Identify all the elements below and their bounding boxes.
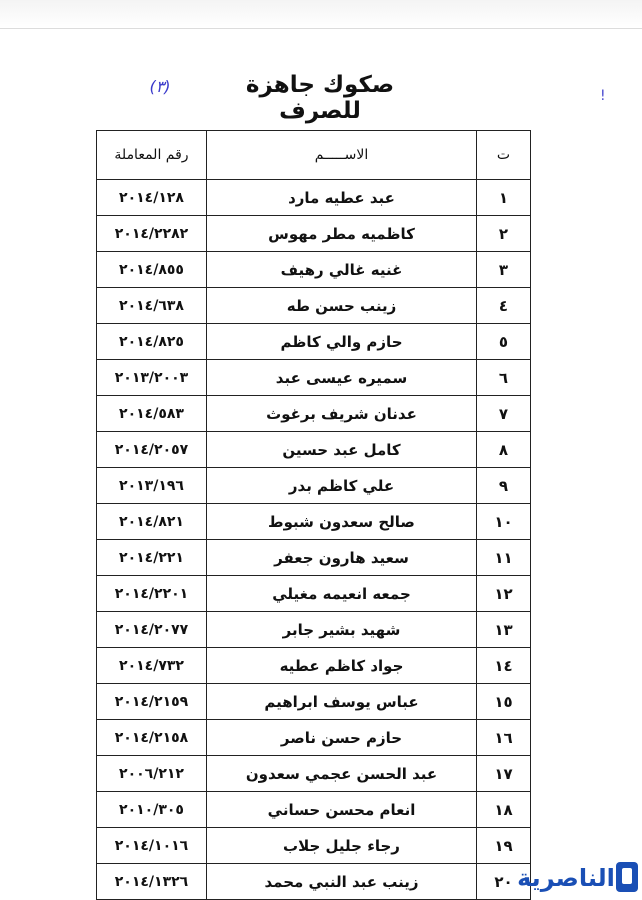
cell-number: ١٨ — [477, 792, 531, 828]
cell-name: علي كاظم بدر — [207, 468, 477, 504]
cell-number: ١٣ — [477, 612, 531, 648]
table-row — [97, 864, 531, 900]
cell-number: ٢ — [477, 216, 531, 252]
cell-transaction: ٢٠١٤/٢٢٨٢ — [97, 216, 207, 252]
table-row — [97, 612, 531, 648]
cell-transaction: ٢٠١٤/٢٢٠١ — [97, 576, 207, 612]
table-row — [97, 180, 531, 216]
document-title: صكوك جاهزة للصرف — [245, 72, 395, 124]
cell-number: ١٢ — [477, 576, 531, 612]
cell-name: انعام محسن حساني — [207, 792, 477, 828]
cell-name: شهيد بشير جابر — [207, 612, 477, 648]
cell-number: ٣ — [477, 252, 531, 288]
cell-transaction: ٢٠١٤/٢٠٥٧ — [97, 432, 207, 468]
cell-transaction: ٢٠١٤/٢٠٧٧ — [97, 612, 207, 648]
table-row — [97, 216, 531, 252]
header-transaction: رقم المعاملة — [97, 131, 207, 180]
table-header-row — [97, 131, 531, 180]
cell-transaction: ٢٠١٠/٣٠٥ — [97, 792, 207, 828]
cell-transaction: ٢٠١٤/٨٢١ — [97, 504, 207, 540]
cell-number: ١٦ — [477, 720, 531, 756]
cell-number: ١٩ — [477, 828, 531, 864]
table-row — [97, 756, 531, 792]
cell-transaction: ٢٠١٤/٢١٥٨ — [97, 720, 207, 756]
table-row — [97, 720, 531, 756]
cell-name: كامل عبد حسين — [207, 432, 477, 468]
page-number: (٣) — [149, 77, 171, 96]
cell-name: عبد الحسن عجمي سعدون — [207, 756, 477, 792]
cell-number: ٥ — [477, 324, 531, 360]
header-number: ت — [477, 131, 531, 180]
cell-number: ٤ — [477, 288, 531, 324]
cell-name: جواد كاظم عطيه — [207, 648, 477, 684]
cell-number: ٧ — [477, 396, 531, 432]
cell-name: رجاء جليل جلاب — [207, 828, 477, 864]
table-body — [97, 180, 531, 900]
cell-transaction: ٢٠٠٦/٢١٢ — [97, 756, 207, 792]
table-row — [97, 432, 531, 468]
cell-transaction: ٢٠١٣/٢٠٠٣ — [97, 360, 207, 396]
cell-transaction: ٢٠١٤/١٠١٦ — [97, 828, 207, 864]
cell-number: ١١ — [477, 540, 531, 576]
header-name: الاســـــم — [207, 131, 477, 180]
table-row — [97, 252, 531, 288]
cell-number: ١٤ — [477, 648, 531, 684]
table-row — [97, 648, 531, 684]
cell-name: سعيد هارون جعفر — [207, 540, 477, 576]
cell-transaction: ٢٠١٣/١٩٦ — [97, 468, 207, 504]
cell-number: ١٥ — [477, 684, 531, 720]
cell-number: ٢٠ — [477, 864, 531, 900]
cell-name: عباس يوسف ابراهيم — [207, 684, 477, 720]
cell-transaction: ٢٠١٤/٦٣٨ — [97, 288, 207, 324]
table-row — [97, 468, 531, 504]
cell-transaction: ٢٠١٤/٨٥٥ — [97, 252, 207, 288]
cell-number: ٩ — [477, 468, 531, 504]
cell-number: ٨ — [477, 432, 531, 468]
scan-top-edge — [0, 0, 642, 29]
cell-transaction: ٢٠١٤/٢١٥٩ — [97, 684, 207, 720]
logo-icon — [616, 862, 638, 892]
cell-transaction: ٢٠١٤/٢٢١ — [97, 540, 207, 576]
cell-transaction: ٢٠١٤/٨٢٥ — [97, 324, 207, 360]
cell-name: جمعه انعيمه مغيلي — [207, 576, 477, 612]
table-row — [97, 324, 531, 360]
cell-number: ١٠ — [477, 504, 531, 540]
watermark-logo — [516, 858, 642, 900]
table-row — [97, 792, 531, 828]
cell-name: حازم حسن ناصر — [207, 720, 477, 756]
table-row — [97, 828, 531, 864]
cell-name: حازم والي كاظم — [207, 324, 477, 360]
checks-table — [96, 130, 531, 900]
cell-transaction: ٢٠١٤/١٢٨ — [97, 180, 207, 216]
table-row — [97, 360, 531, 396]
cell-name: سميره عيسى عبد — [207, 360, 477, 396]
cell-name: عبد عطيه مارد — [207, 180, 477, 216]
table-row — [97, 684, 531, 720]
cell-transaction: ٢٠١٤/٥٨٣ — [97, 396, 207, 432]
margin-mark: ! — [600, 88, 606, 104]
cell-number: ٦ — [477, 360, 531, 396]
cell-name: صالح سعدون شبوط — [207, 504, 477, 540]
cell-number: ١ — [477, 180, 531, 216]
cell-name: زينب حسن طه — [207, 288, 477, 324]
table-row — [97, 504, 531, 540]
cell-name: غنيه غالي رهيف — [207, 252, 477, 288]
cell-name: كاظميه مطر مهوس — [207, 216, 477, 252]
cell-name: عدنان شريف برغوث — [207, 396, 477, 432]
table-row — [97, 396, 531, 432]
table-row — [97, 576, 531, 612]
table-row — [97, 540, 531, 576]
table-row — [97, 288, 531, 324]
cell-transaction: ٢٠١٤/٧٣٢ — [97, 648, 207, 684]
cell-transaction: ٢٠١٤/١٣٢٦ — [97, 864, 207, 900]
watermark-text: الناصرية — [517, 864, 615, 892]
cell-name: زينب عبد النبي محمد — [207, 864, 477, 900]
cell-number: ١٧ — [477, 756, 531, 792]
